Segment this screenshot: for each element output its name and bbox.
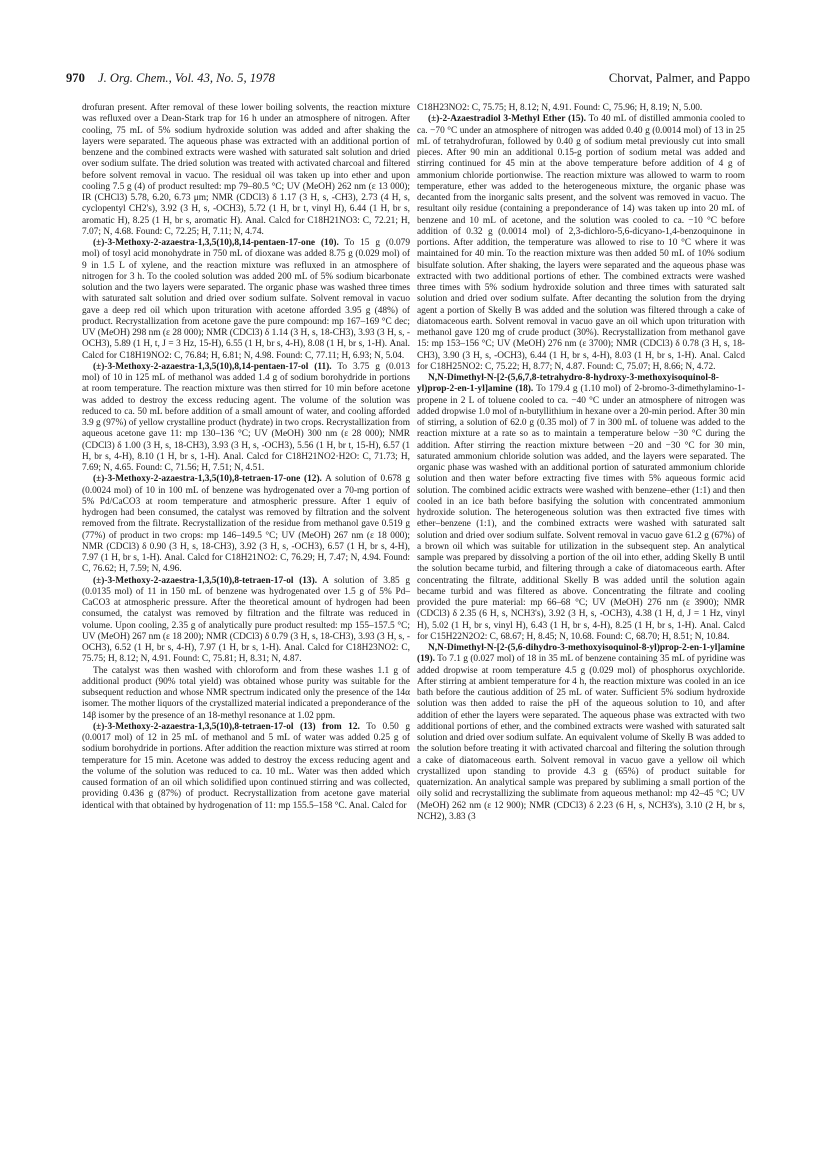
- compound-heading: (±)-3-Methoxy-2-azaestra-1,3,5(10),8-tetraen-17-one (12).: [93, 474, 322, 485]
- experimental-entry: [82, 722, 410, 812]
- experimental-entry: [82, 576, 410, 666]
- compound-heading: N,N-Dimethyl-N-[2-(5,6,7,8-tetrahydro-8-hydroxy-3-methoxyisoquinol-8-yl)prop-2-en-1-yl]amine (18).: [417, 373, 719, 395]
- page-header: [66, 71, 750, 86]
- experimental-entry: [82, 474, 410, 575]
- paragraph-text: C18H23NO2: C, 75.75; H, 8.12; N, 4.91. Found: C, 75.96; H, 8.19; N, 5.00.: [417, 103, 703, 113]
- experimental-entry: [82, 238, 410, 362]
- paragraph-text: To 15 g (0.079 mol) of tosyl acid monohydrate in 750 mL of dioxane was added 8.75 g (0.029 mol) of 9 in 1.5 L of xylene, and the reaction mixture was refluxed in an atmosphere of nitrogen for 3 h. To the cooled solution was added 200 mL of 5% sodium bicarbonate solution and the two layers were separated. The organic phase was washed three times with saturated salt solution and dried over sodium sulfate. Solvent removal in vacuo gave a deep red oil which upon trituration with acetone afforded 3.95 g (48%) of product. Recrystallization from acetone gave the pure compound: mp 167–169 °C dec; UV (MeOH) 298 nm (ε 28 000); NMR (CDCl3) δ 1.14 (3 H, s, 18-CH3), 3.93 (3 H, s, -OCH3), 5.89 (1 H, t, J = 3 Hz, 15-H), 6.55 (1 H, br s, 4-H), 8.08 (1 H, br s, 1-H). Anal. Calcd for C18H19NO2: C, 76.84; H, 6.81; N, 4.98. Found: C, 77.11; H, 6.93; N, 5.04.: [82, 238, 410, 361]
- paragraph-text: A solution of 0.678 g (0.0024 mol) of 10 in 100 mL of benzene was hydrogenated over a 70-mg portion of 5% Pd/CaCO3 at room temperature and atmospheric pressure. After 1 equiv of hydrogen had been consumed, the catalyst was removed by filtration and the solvent removed from the filtrate. Recrystallization of the residue from methanol gave 0.519 g (77%) of product in two crops: mp 146–149.5 °C; UV (MeOH) 267 nm (ε 18 000); NMR (CDCl3) δ 0.90 (3 H, s, 18-CH3), 3.92 (3 H, s, -OCH3), 6.57 (1 H, br s, 4-H), 7.97 (1 H, br s, 1-H). Anal. Calcd for C18H21NO2: C, 76.29; H, 7.47; N, 4.94. Found: C, 76.62; H, 7.59; N, 4.96.: [82, 474, 410, 575]
- experimental-entry: [417, 114, 745, 373]
- header-left: [66, 71, 275, 86]
- paragraph-text: To 40 mL of distilled ammonia cooled to ca. −70 °C under an atmosphere of nitrogen was added 0.40 g (0.0014 mol) of 13 in 25 mL of tetrahydrofuran, followed by 0.40 g of sodium metal previously cut into small pieces. After 90 min an additional 0.15-g portion of sodium metal was added and stirring continued for 45 min at the above temperature before addition of 4 g of ammonium chloride portionwise. The reaction mixture was allowed to warm to room temperature, ether was added to the heterogeneous mixture, the organic phase was decanted from the inorganic salts present, and the solvent was removed in vacuo. The resultant oily residue (containing a preponderance of 14) was taken up into 20 mL of benzene and 10 mL of acetone, and the solution was cooled to ca. −10 °C before addition of 0.32 g (0.0014 mol) of 2,3-dichloro-5,6-dicyano-1,4-benzoquinone in portions. After addition, the temperature was allowed to rise to 10 °C where it was maintained for 40 min. To the reaction mixture was then added 50 mL of 10% sodium bisulfate solution. After shaking, the layers were separated and the aqueous phase was extracted with two additional portions of ether. The combined extracts were washed three times with 5% sodium hydroxide solution and three times with saturated salt solution and dried over sodium sulfate. After decanting the solution from the drying agent a portion of Skelly B was added and the solution was filtered through a cake of diatomaceous earth. Solvent removal in vacuo gave an oil which upon trituration with methanol gave 120 mg of crude product (30%). Recrystallization from methanol gave 15: mp 153–156 °C; UV (MeOH) 276 nm (ε 3700); NMR (CDCl3) δ 0.78 (3 H, s, 18-CH3), 3.90 (3 H, s, -OCH3), 6.44 (1 H, br s, 4-H), 8.03 (1 H, br s, 1-H). Anal. Calcd for C18H25NO2: C, 75.22; H, 8.77; N, 4.87. Found: C, 75.07; H, 8.66; N, 4.72.: [417, 114, 745, 372]
- compound-heading: (±)-3-Methoxy-2-azaestra-1,3,5(10),8-tetraen-17-ol (13) from 12.: [93, 721, 360, 732]
- paragraph: [82, 666, 410, 722]
- experimental-entry: [417, 373, 745, 643]
- paragraph-text: A solution of 3.85 g (0.0135 mol) of 11 in 150 mL of benzene was hydrogenated over 1.5 g of 5% Pd–CaCO3 at atmospheric pressure. After the theoretical amount of hydrogen had been consumed, the catalyst was removed by filtration and the filtrate was reduced in volume. Upon cooling, 2.35 g of analytically pure product resulted: mp 155–157.5 °C; UV (MeOH) 267 nm (ε 18 200); NMR (CDCl3) δ 0.79 (3 H, s, 18-CH3), 3.93 (3 H, s, -OCH3), 6.52 (1 H, br s, 4-H), 7.97 (1 H, br s, 1-H). Anal. Calcd for C18H23NO2: C, 75.75; H, 8.12; N, 4.91. Found: C, 75.81; H, 8.31; N, 4.87.: [82, 575, 410, 665]
- paragraph-text: drofuran present. After removal of these lower boiling solvents, the reaction mixture was refluxed over a Dean-Stark trap for 16 h under an atmosphere of nitrogen. After cooling, 75 mL of 5% sodium hydroxide solution was added and after shaking the layers were separated. The aqueous phase was extracted with an additional portion of benzene and the combined extracts were washed with saturated salt solution and dried over sodium sulfate. The dried solution was treated with activated charcoal and filtered before solvent removal in vacuo. The residual oil was taken up into ether and upon cooling 7.5 g (4) of product resulted: mp 79–80.5 °C; UV (MeOH) 262 nm (ε 13 000); IR (CHCl3) 5.78, 6.20, 6.73 μm; NMR (CDCl3) δ 1.17 (3 H, s, -CH3), 2.73 (4 H, s, cyclopentyl CH2's), 3.92 (3 H, s, -OCH3), 5.72 (1 H, br t, vinyl H), 6.44 (1 H, br s, aromatic H), 8.25 (1 H, br s, aromatic H). Anal. Calcd for C18H21NO3: C, 72.21; H, 7.07; N, 4.68. Found: C, 72.25; H, 7.11; N, 4.74.: [82, 103, 410, 237]
- paragraph-text: To 0.50 g (0.0017 mol) of 12 in 25 mL of methanol and 5 mL of water was added 0.25 g of sodium borohydride in portions. After addition the reaction mixture was stirred at room temperature for 15 min. Acetone was added to destroy the excess reducing agent and the volume of the solution was reduced to ca. 10 mL. Water was then added which caused formation of an oil which solidified upon continued stirring and was collected, providing 0.436 g (87%) of product. Recrystallization from acetone gave material identical with that obtained by hydrogenation of 11: mp 155.5–158 °C. Anal. Calcd for: [82, 721, 410, 811]
- paragraph-text: To 3.75 g (0.013 mol) of 10 in 125 mL of methanol was added 1.4 g of sodium borohydride in portions at room temperature. The reaction mixture was then stirred for 10 min before acetone was added to destroy the excess reducing agent. The volume of the solution was reduced to ca. 50 mL before addition of a small amount of water, and cooling afforded 3.9 g (97%) of yellow crystalline product (hydrate) in two crops. Recrystallization from aqueous acetone gave 11: mp 130–136 °C; UV (MeOH) 300 nm (ε 28 000); NMR (CDCl3) δ 1.00 (3 H, s, 18-CH3), 3.93 (3 H, s, -OCH3), 5.56 (1 H, br t, 15-H), 6.57 (1 H, br s, 4-H), 8.10 (1 H, br s, 1-H). Anal. Calcd for C18H21NO2·H2O: C, 71.73; H, 7.69; N, 4.65. Found: C, 71.56; H, 7.51; N, 4.51.: [82, 361, 410, 473]
- compound-heading: (±)-3-Methoxy-2-azaestra-1,3,5(10),8,14-pentaen-17-one (10).: [93, 238, 339, 248]
- left-column: [82, 103, 410, 812]
- paragraph-text: The catalyst was then washed with chloroform and from these washes 1.1 g of additional product (90% total yield) was obtained whose purity was suitable for the subsequent reduction and whose NMR spectrum indicated only the presence of the 14α isomer. The mother liquors of the crystallized material indicated a preponderance of the 14β isomer by the presence of an 18-methyl resonance at 1.02 ppm.: [82, 665, 410, 721]
- right-column: [417, 103, 745, 823]
- journal-citation: J. Org. Chem., Vol. 43, No. 5, 1978: [98, 71, 275, 85]
- paragraph-text: To 7.1 g (0.027 mol) of 18 in 35 mL of benzene containing 35 mL of pyridine was added dropwise at room temperature 4.5 g (0.029 mol) of phosphorus oxychloride. After stirring at ambient temperature for 4 h, the reaction mixture was cooled in an ice bath before the cautious addition of 25 mL of water. Sufficient 5% sodium hydroxide solution was then added to raise the pH of the aqueous solution to 10, and after addition of ether the layers were separated. The aqueous phase was extracted with two additional portions of ether, and the combined extracts were washed with saturated salt solution and dried over sodium sulfate. An equivalent volume of Skelly B was added to the solution before treating it with activated charcoal and filtering the solution through a cake of diatomaceous earth. Solvent removal in vacuo gave a yellow oil which crystallized upon standing to provide 4.3 g (65%) of product suitable for quaternization. An analytical sample was prepared by subliming a small portion of the oily solid and recrystallizing the sublimate from aqueous methanol: mp 42–45 °C; UV (MeOH) 262 nm (ε 12 900); NMR (CDCl3) δ 2.23 (6 H, s, NCH3's), 3.10 (2 H, br s, NCH2), 3.83 (3: [417, 654, 745, 822]
- compound-heading: (±)-3-Methoxy-2-azaestra-1,3,5(10),8-tetraen-17-ol (13).: [93, 575, 318, 586]
- paragraph-continued: [82, 103, 410, 238]
- header-authors: Chorvat, Palmer, and Pappo: [608, 71, 750, 85]
- experimental-entry: [82, 362, 410, 475]
- experimental-entry: [417, 643, 745, 823]
- compound-heading: (±)-2-Azaestradiol 3-Methyl Ether (15).: [428, 114, 586, 125]
- compound-heading: N,N-Dimethyl-N-[2-(5,6-dihydro-3-methoxyisoquinol-8-yl)prop-2-en-1-yl]amine (19).: [417, 643, 745, 665]
- paragraph-continued: [417, 103, 745, 114]
- compound-heading: (±)-3-Methoxy-2-azaestra-1,3,5(10),8,14-pentaen-17-ol (11).: [93, 361, 332, 372]
- paragraph-text: To 179.4 g (1.10 mol) of 2-bromo-3-dimethylamino-1-propene in 2 L of toluene cooled to ca. −40 °C under an atmosphere of nitrogen was added dropwise 1.0 mol of n-butyllithium in hexane over a 20-min period. After 30 min of stirring, a solution of 62.0 g (0.35 mol) of 7 in 300 mL of toluene was added to the reaction mixture at a rate so as to maintain a temperature below −30 °C during the addition. After stirring the reaction mixture between −20 and −30 °C for 30 min, saturated ammonium chloride solution was added, and the layers were separated. The organic phase was washed with an additional portion of saturated ammonium chloride solution and then water before extracting five times with 5% aqueous formic acid solution. The combined acidic extracts were washed with benzene–ether (1:1) and then cooled in an ice bath before basifying the solution with concentrated ammonium hydroxide solution. The heterogeneous solution was then extracted five times with ether–benzene (1:1), and the combined extracts were washed with saturated salt solution and dried over sodium sulfate. Solvent removal in vacuo gave 61.2 g (67%) of a brown oil which was suitable for utilization in the subsequent step. An analytical sample was prepared by dissolving a portion of the oil into ether, adding Skelly B until the solution became turbid, and filtering through a cake of diatomaceous earth. After concentrating the filtrate, additional Skelly B was added until the solution again became turbid and was filtered as above. Concentrating the filtrate and cooling provided the pure material: mp 66–68 °C; UV (MeOH) 276 nm (ε 3900); NMR (CDCl3) δ 2.35 (6 H, s, NCH3's), 3.92 (3 H, s, -OCH3), 4.38 (1 H, d, J = 1 Hz, vinyl H), 5.02 (1 H, br s, vinyl H), 6.43 (1 H, br s, 4-H), 8.25 (1 H, br s, 1-H). Anal. Calcd for C15H22N2O2: C, 68.67; H, 8.45; N, 10.68. Found: C, 68.70; H, 8.51; N, 10.84.: [417, 384, 746, 642]
- page-number: 970: [66, 71, 85, 85]
